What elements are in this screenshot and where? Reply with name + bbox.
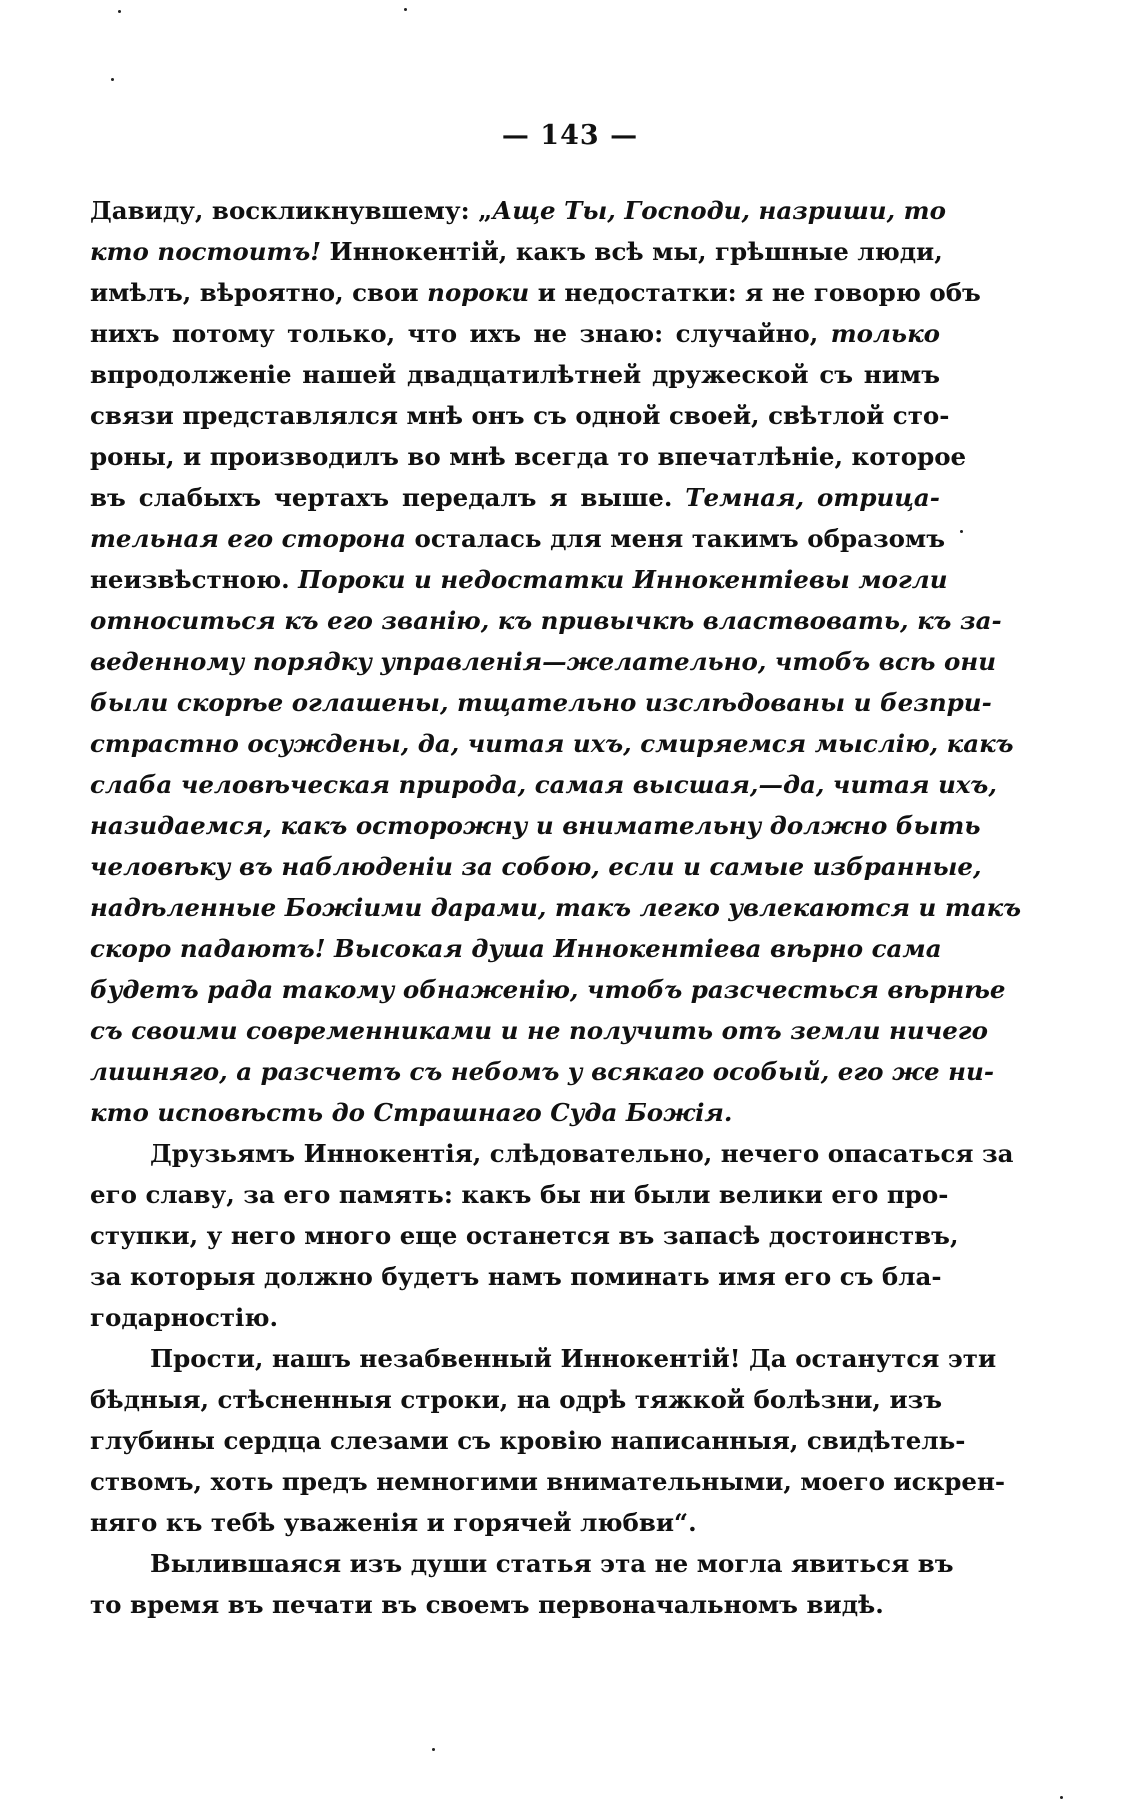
text-segment: роны, и производилъ во мнѣ всегда то впечатлѣніе, которое bbox=[90, 442, 967, 471]
text-segment: въ слабыхъ чертахъ передалъ я выше. bbox=[90, 483, 686, 512]
text-line bbox=[90, 1543, 954, 1584]
text-line bbox=[90, 1502, 940, 1543]
text-segment: Прости, нашъ незабвенный Иннокентій! Да останутся эти bbox=[150, 1344, 997, 1373]
text-segment: то время въ печати въ своемъ первоначальномъ видѣ. bbox=[90, 1590, 884, 1619]
text-line bbox=[90, 1338, 997, 1379]
text-line bbox=[90, 518, 945, 559]
text-line bbox=[90, 436, 967, 477]
italic-text: относиться къ его званію, къ привычкѣ властвовать, къ за- bbox=[90, 606, 1002, 635]
italic-text: были скорѣе оглашены, тщательно изслѣдованы и безпри- bbox=[90, 688, 992, 717]
scan-speck bbox=[111, 78, 114, 81]
italic-text: будетъ рада такому обнаженію, чтобъ разсчесться вѣрнѣе bbox=[90, 975, 1006, 1004]
text-line bbox=[90, 887, 1022, 928]
text-line bbox=[90, 969, 1006, 1010]
text-segment: ступки, у него много еще останется въ запасѣ достоинствъ, bbox=[90, 1221, 959, 1250]
body-text bbox=[90, 190, 1022, 1625]
text-line bbox=[90, 805, 981, 846]
scan-speck bbox=[118, 10, 121, 13]
italic-text: Аще Ты, Господи, назриши, то bbox=[492, 196, 946, 225]
text-segment: впродолженіе нашей двадцатилѣтней дружеской съ нимъ bbox=[90, 360, 940, 389]
text-line bbox=[90, 1133, 1014, 1174]
italic-text: съ своими современниками и не получить отъ земли ничего bbox=[90, 1016, 988, 1045]
text-line bbox=[90, 682, 992, 723]
text-line bbox=[90, 1092, 940, 1133]
text-segment: Давиду, воскликнувшему: „ bbox=[90, 196, 493, 225]
scan-speck bbox=[432, 1748, 435, 1751]
italic-text: Пороки и недостатки Иннокентіевы могли bbox=[298, 565, 948, 594]
text-line bbox=[90, 1174, 949, 1215]
italic-text: лишняго, а разсчетъ съ небомъ у всякаго особый, его же ни- bbox=[90, 1057, 994, 1086]
page-number: — 143 — bbox=[501, 120, 639, 151]
text-line bbox=[90, 1584, 940, 1625]
text-segment: его славу, за его память: какъ бы ни были велики его про- bbox=[90, 1180, 949, 1209]
italic-text: тельная его сторона bbox=[90, 524, 406, 553]
scan-speck bbox=[960, 530, 963, 533]
italic-text: пороки bbox=[427, 278, 530, 307]
italic-text: назидаемся, какъ осторожну и внимательну должно быть bbox=[90, 811, 981, 840]
text-line bbox=[90, 1297, 940, 1338]
text-line bbox=[90, 313, 940, 354]
text-line bbox=[90, 1379, 943, 1420]
text-segment: Вылившаяся изъ души статья эта не могла явиться въ bbox=[150, 1549, 954, 1578]
text-line bbox=[90, 641, 997, 682]
italic-text: страстно осуждены, да, читая ихъ, смиряемся мыслію, какъ bbox=[90, 729, 1014, 758]
text-segment: имѣлъ, вѣроятно, свои bbox=[90, 278, 428, 307]
text-line bbox=[90, 723, 1014, 764]
scan-speck bbox=[404, 8, 407, 11]
italic-text: кто исповѣсть до Страшнаго Суда Божія. bbox=[90, 1098, 733, 1127]
text-segment: бѣдныя, стѣсненныя строки, на одрѣ тяжкой болѣзни, изъ bbox=[90, 1385, 943, 1414]
text-segment: за которыя должно будетъ намъ поминать имя его съ бла- bbox=[90, 1262, 942, 1291]
italic-text: Темная, отрица- bbox=[685, 483, 940, 512]
text-segment: глубины сердца слезами съ кровію написанныя, свидѣтель- bbox=[90, 1426, 966, 1455]
italic-text: скоро падаютъ! Высокая душа Иннокентіева вѣрно сама bbox=[90, 934, 942, 963]
text-line bbox=[90, 477, 940, 518]
italic-text: только bbox=[830, 319, 940, 348]
italic-text: кто постоитъ! bbox=[90, 237, 322, 266]
text-segment: осталась для меня такимъ образомъ bbox=[406, 524, 945, 553]
text-segment: ствомъ, хоть предъ немногими внимательными, моего искрен- bbox=[90, 1467, 1006, 1496]
text-line bbox=[90, 1010, 988, 1051]
italic-text: веденному порядку управленія—желательно, чтобъ всѣ они bbox=[90, 647, 997, 676]
text-segment: Друзьямъ Иннокентія, слѣдовательно, нечего опасаться за bbox=[150, 1139, 1014, 1168]
scan-speck bbox=[1060, 1796, 1063, 1799]
italic-text: человѣку въ наблюденіи за собою, если и самые избранные, bbox=[90, 852, 982, 881]
text-segment: няго къ тебѣ уваженія и горячей любви“. bbox=[90, 1508, 697, 1537]
text-line bbox=[90, 1461, 1006, 1502]
italic-text: слаба человѣческая природа, самая высшая,—да, читая ихъ, bbox=[90, 770, 997, 799]
text-line bbox=[90, 600, 1002, 641]
text-line bbox=[90, 1051, 994, 1092]
text-line bbox=[90, 1256, 940, 1297]
text-segment: Иннокентій, какъ всѣ мы, грѣшные люди, bbox=[321, 237, 943, 266]
text-line bbox=[90, 272, 981, 313]
text-segment: неизвѣстною. bbox=[90, 565, 299, 594]
text-segment: связи представлялся мнѣ онъ съ одной своей, свѣтлой сто- bbox=[90, 401, 950, 430]
text-line bbox=[90, 846, 982, 887]
text-segment: годарностію. bbox=[90, 1303, 279, 1332]
text-line bbox=[90, 1420, 966, 1461]
text-line bbox=[90, 559, 948, 600]
text-line bbox=[90, 190, 946, 231]
text-segment: и недостатки: я не говорю объ bbox=[529, 278, 981, 307]
text-line bbox=[90, 1215, 959, 1256]
text-line bbox=[90, 395, 950, 436]
italic-text: надѣленные Божіими дарами, такъ легко увлекаются и такъ bbox=[90, 893, 1022, 922]
text-line bbox=[90, 928, 940, 969]
text-segment: нихъ потому только, что ихъ не знаю: случайно, bbox=[90, 319, 831, 348]
text-line bbox=[90, 764, 997, 805]
text-line bbox=[90, 231, 943, 272]
text-line bbox=[90, 354, 940, 395]
